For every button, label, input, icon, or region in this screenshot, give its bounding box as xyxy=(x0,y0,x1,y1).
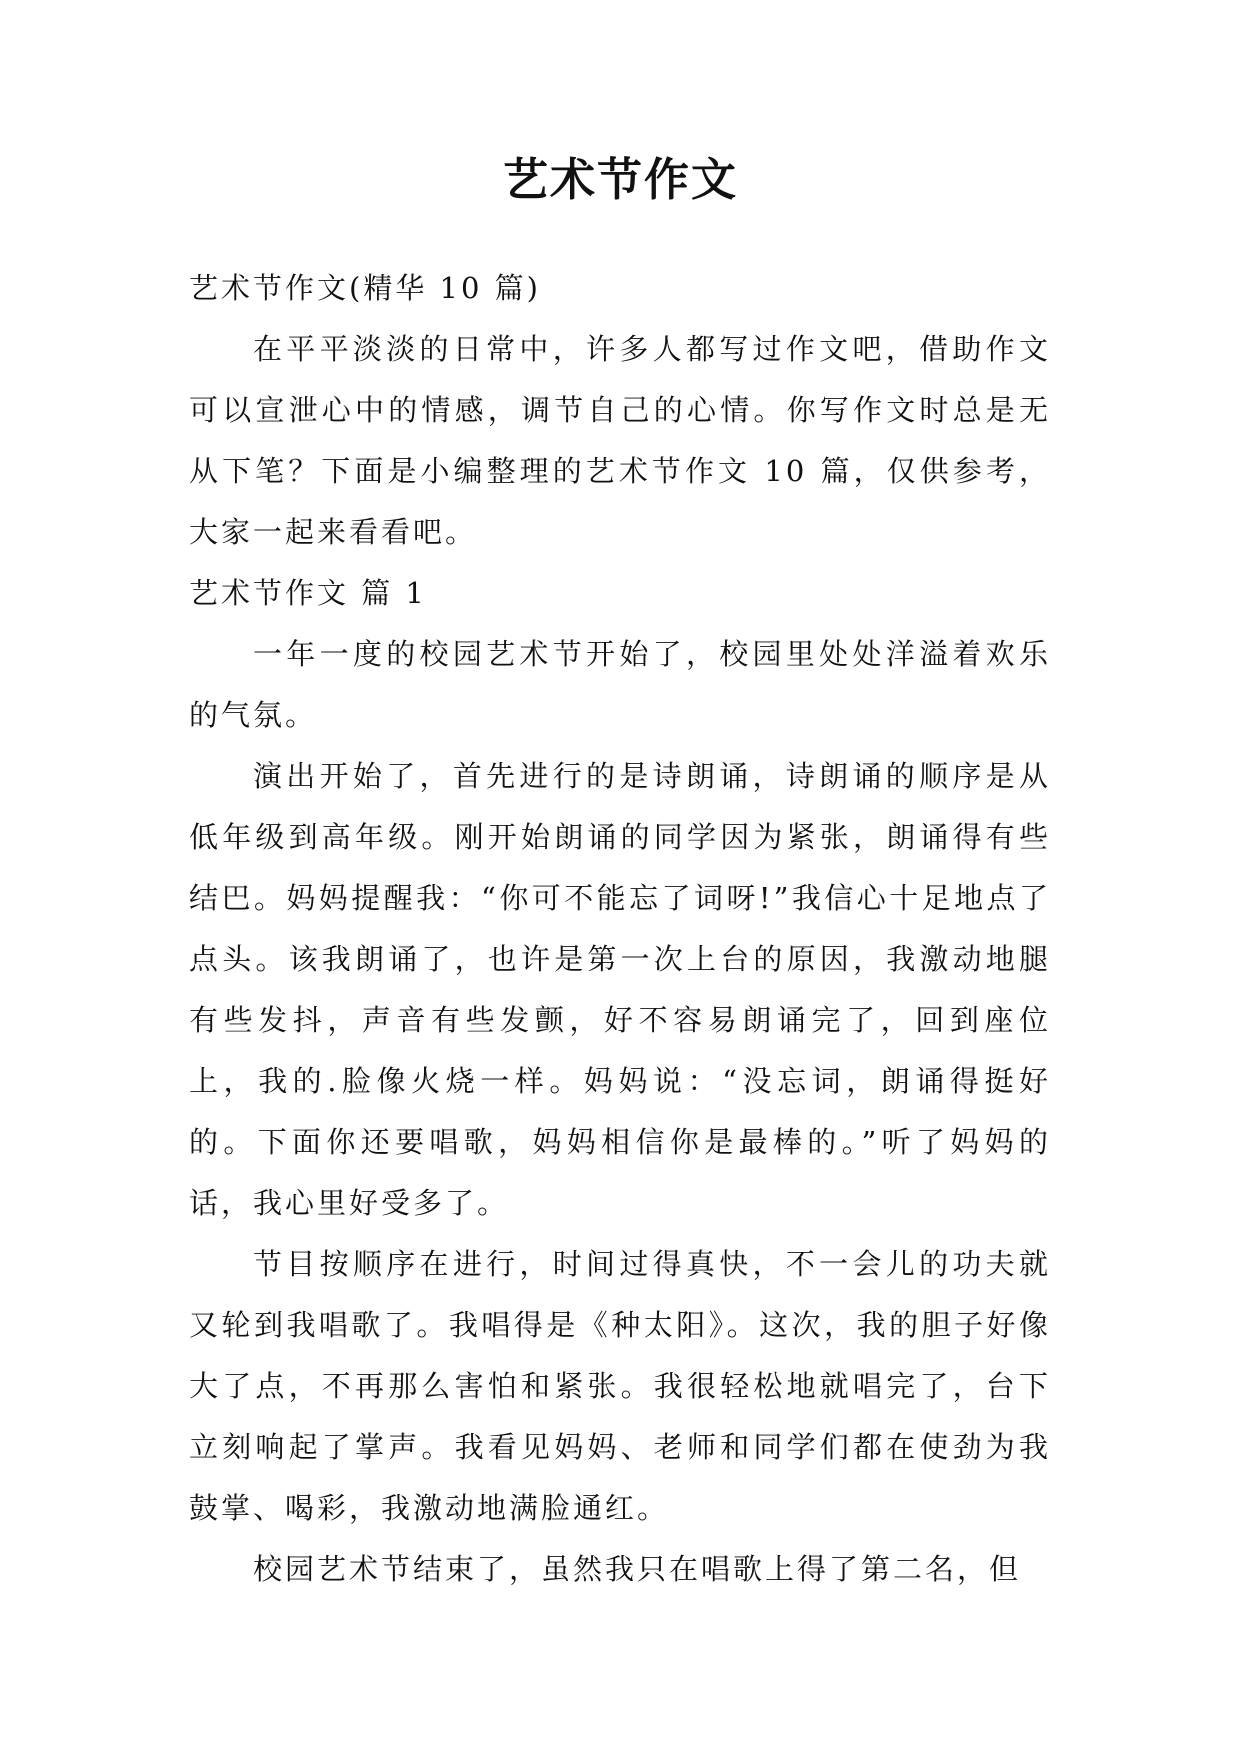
body-paragraph: 一年一度的校园艺术节开始了，校园里处处洋溢着欢乐的气氛。 xyxy=(189,637,1051,732)
intro-paragraph: 在平平淡淡的日常中，许多人都写过作文吧，借助作文可以宣泄心中的情感，调节自己的心情。你写作文时总是无从下笔？下面是小编整理的艺术节作文 10 篇，仅供参考，大家一起来看看吧。 xyxy=(189,332,1051,549)
document-subtitle: 艺术节作文(精华 10 篇) xyxy=(189,271,541,305)
body-paragraph: 校园艺术节结束了，虽然我只在唱歌上得了第二名，但 xyxy=(253,1552,1022,1586)
section-heading: 艺术节作文 篇 1 xyxy=(189,576,427,610)
body-paragraph: 节目按顺序在进行，时间过得真快，不一会儿的功夫就又轮到我唱歌了。我唱得是《种太阳》。这次，我的胆子好像大了点，不再那么害怕和紧张。我很轻松地就唱完了，台下立刻响起了掌声。我看见妈妈、老师和同学们都在使劲为我鼓掌、喝彩，我激动地满脸通红。 xyxy=(189,1247,1051,1525)
body-paragraph: 演出开始了，首先进行的是诗朗诵，诗朗诵的顺序是从低年级到高年级。刚开始朗诵的同学因为紧张，朗诵得有些结巴。妈妈提醒我：“你可不能忘了词呀!”我信心十足地点了点头。该我朗诵了，也许是第一次上台的原因，我激动地腿有些发抖，声音有些发颤，好不容易朗诵完了，回到座位上，我的.脸像火烧一样。妈妈说：“没忘词，朗诵得挺好的。下面你还要唱歌，妈妈相信你是最棒的。”听了妈妈的话，我心里好受多了。 xyxy=(189,759,1051,1220)
document-title: 艺术节作文 xyxy=(502,153,738,206)
document-body xyxy=(189,258,1051,1600)
